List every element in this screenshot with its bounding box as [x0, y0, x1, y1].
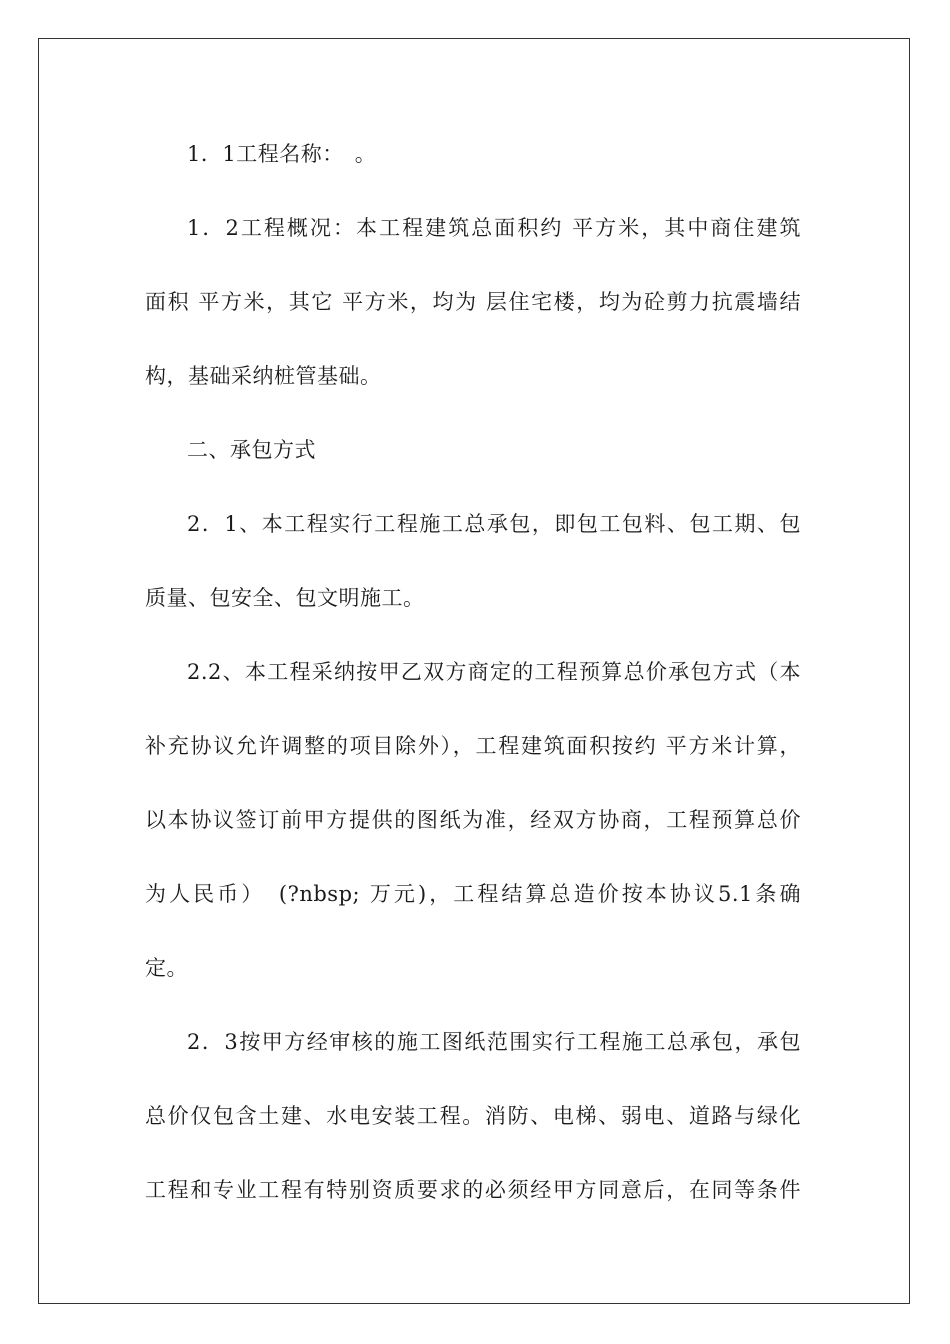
document-body [145, 134, 815, 1244]
clause-1-2-line-2: 面积 平方米，其它 平方米，均为 层住宅楼，均为砼剪力抗震墙结 [145, 290, 801, 314]
clause-2-1-line-1: 2．1、本工程实行工程施工总承包，即包工包料、包工期、包 [187, 512, 801, 536]
clause-2-2-line-4: 为人民币） (?nbsp; 万元)，工程结算总造价按本协议5.1条确 [145, 882, 801, 906]
clause-2-2-line-5: 定。 [145, 956, 188, 980]
clause-1-2-line-1: 1．2工程概况：本工程建筑总面积约 平方米，其中商住建筑 [187, 216, 801, 240]
clause-1-2-line-3: 构，基础采纳桩管基础。 [145, 364, 382, 388]
clause-1-1-line: 1．1工程名称： 。 [187, 142, 377, 166]
clause-2-3-line-3: 工程和专业工程有特别资质要求的必须经甲方同意后，在同等条件 [145, 1178, 801, 1202]
clause-2-1-line-2: 质量、包安全、包文明施工。 [145, 586, 425, 610]
clause-2-3-line-2: 总价仅包含土建、水电安装工程。消防、电梯、弱电、道路与绿化 [145, 1104, 801, 1128]
clause-2-3-line-1: 2．3按甲方经审核的施工图纸范围实行工程施工总承包，承包 [187, 1030, 801, 1054]
clause-2-2-line-3: 以本协议签订前甲方提供的图纸为准，经双方协商，工程预算总价 [145, 808, 801, 832]
section-2-heading: 二、承包方式 [187, 438, 316, 462]
clause-2-2-line-2: 补充协议允许调整的项目除外），工程建筑面积按约 平方米计算， [145, 734, 801, 758]
clause-2-2-line-1: 2.2、本工程采纳按甲乙双方商定的工程预算总价承包方式（本 [187, 660, 801, 684]
